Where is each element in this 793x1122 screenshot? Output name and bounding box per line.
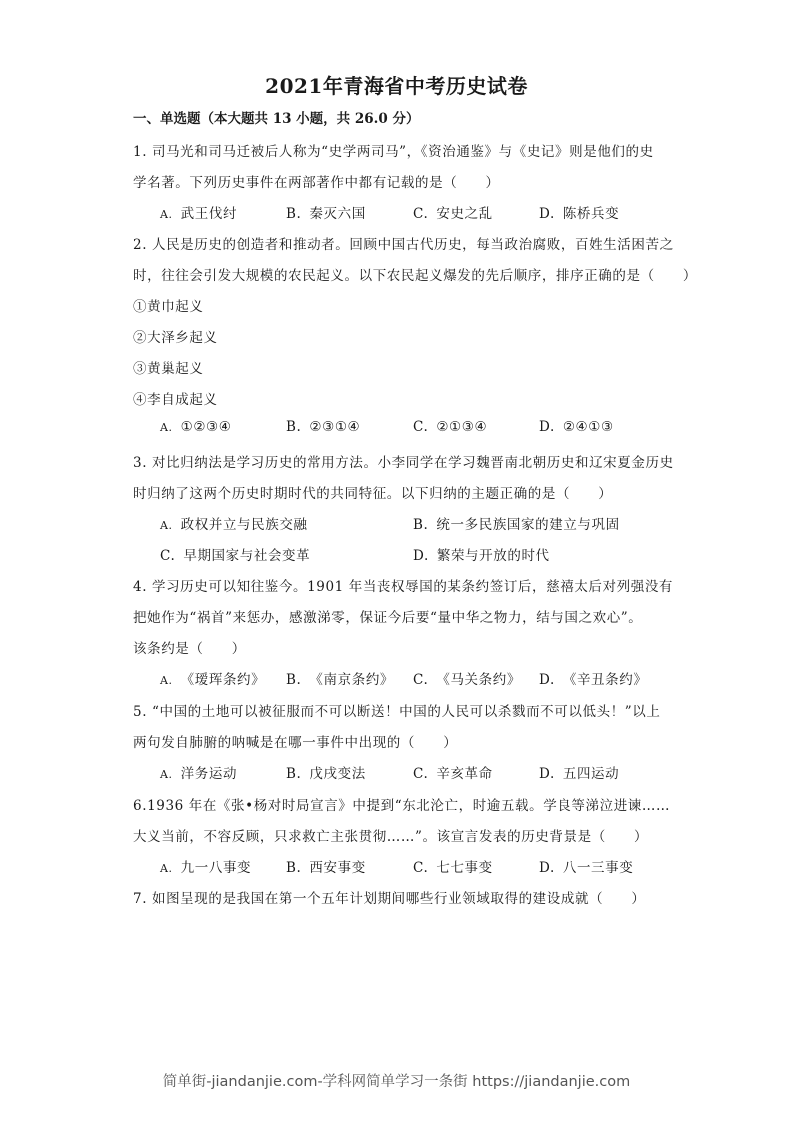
option-d: D. ②④①③: [539, 419, 614, 435]
option-b: B. 西安事变: [286, 860, 366, 876]
option-d: D. 五四运动: [539, 766, 620, 782]
option-c: C. 早期国家与社会变革: [160, 548, 311, 564]
question-1-text: 学名著。下列历史事件在两部著作中都有记载的是（ ）: [133, 175, 500, 191]
option-c: C. ②①③④: [413, 419, 488, 435]
option-c: C. 七七事变: [413, 860, 493, 876]
option-b: B. ②③①④: [286, 419, 361, 435]
question-7-text: 7. 如图呈现的是我国在第一个五年计划期间哪些行业领域取得的建设成就（ ）: [133, 891, 646, 907]
question-1-text: 1. 司马光和司马迁被后人称为“史学两司马”，《资治通鉴》与《史记》则是他们的史: [133, 144, 654, 160]
option-a: A. 洋务运动: [160, 766, 238, 782]
option-a: A. 九一八事变: [160, 860, 252, 876]
question-4-text: 4. 学习历史可以知往鉴今。1901 年当丧权辱国的某条约签订后，慈禧太后对列强没有: [133, 579, 674, 595]
option-c: C. 安史之乱: [413, 206, 493, 222]
footer-watermark: 简单街-jiandanjie.com-学科网简单学习一条街 https://jiandanjie.com: [162, 1074, 631, 1090]
option-b: B. 《南京条约》: [286, 672, 395, 688]
option-a: A. ①②③④: [160, 419, 232, 435]
question-4-text: 把她作为“祸首”来惩办，感激涕零，保证今后要“量中华之物力，结与国之欢心”。: [133, 610, 643, 626]
option-d: D. 繁荣与开放的时代: [413, 548, 550, 564]
question-2-text: 时，往往会引发大规模的农民起义。以下农民起义爆发的先后顺序，排序正确的是（ ）: [133, 268, 697, 284]
option-a: A. 武王伐纣: [160, 206, 238, 222]
list-item: ②大泽乡起义: [133, 330, 218, 346]
list-item: ④李自成起义: [133, 392, 218, 408]
option-a: A. 政权并立与民族交融: [160, 517, 308, 533]
list-item: ③黄巢起义: [133, 361, 204, 377]
page-title: 2021年青海省中考历史试卷: [265, 74, 528, 98]
option-a: A. 《瑷珲条约》: [160, 672, 266, 688]
question-3-text: 时归纳了这两个历史时期时代的共同特征。以下归纳的主题正确的是（ ）: [133, 486, 613, 502]
question-5-text: 两句发自肺腑的呐喊是在哪一事件中出现的（ ）: [133, 735, 458, 751]
option-b: B. 秦灭六国: [286, 206, 366, 222]
list-item: ①黄巾起义: [133, 299, 204, 315]
question-5-text: 5. “中国的土地可以被征服而不可以断送！中国的人民可以杀戮而不可以低头！”以上: [133, 704, 661, 720]
option-b: B. 戊戌变法: [286, 766, 366, 782]
option-c: C. 《马关条约》: [413, 672, 521, 688]
option-c: C. 辛亥革命: [413, 766, 493, 782]
section-heading: 一、单选题（本大题共 13 小题，共 26.0 分）: [133, 111, 420, 127]
option-d: D. 陈桥兵变: [539, 206, 620, 222]
question-4-text: 该条约是（ ）: [133, 641, 246, 657]
option-b: B. 统一多民族国家的建立与巩固: [413, 517, 620, 533]
question-3-text: 3. 对比归纳法是学习历史的常用方法。小李同学在学习魏晋南北朝历史和辽宋夏金历史: [133, 455, 674, 471]
question-6-text: 6.1936 年在《张•杨对时局宣言》中提到“东北沦亡，时逾五载。学良等涕泣进谏……: [133, 798, 671, 814]
option-d: D. 《辛丑条约》: [539, 672, 648, 688]
option-d: D. 八一三事变: [539, 860, 634, 876]
question-2-text: 2. 人民是历史的创造者和推动者。回顾中国古代历史，每当政治腐败，百姓生活困苦之: [133, 237, 674, 253]
question-6-text: 大义当前，不容反顾，只求救亡主张贯彻……”。该宣言发表的历史背景是（ ）: [133, 829, 649, 845]
